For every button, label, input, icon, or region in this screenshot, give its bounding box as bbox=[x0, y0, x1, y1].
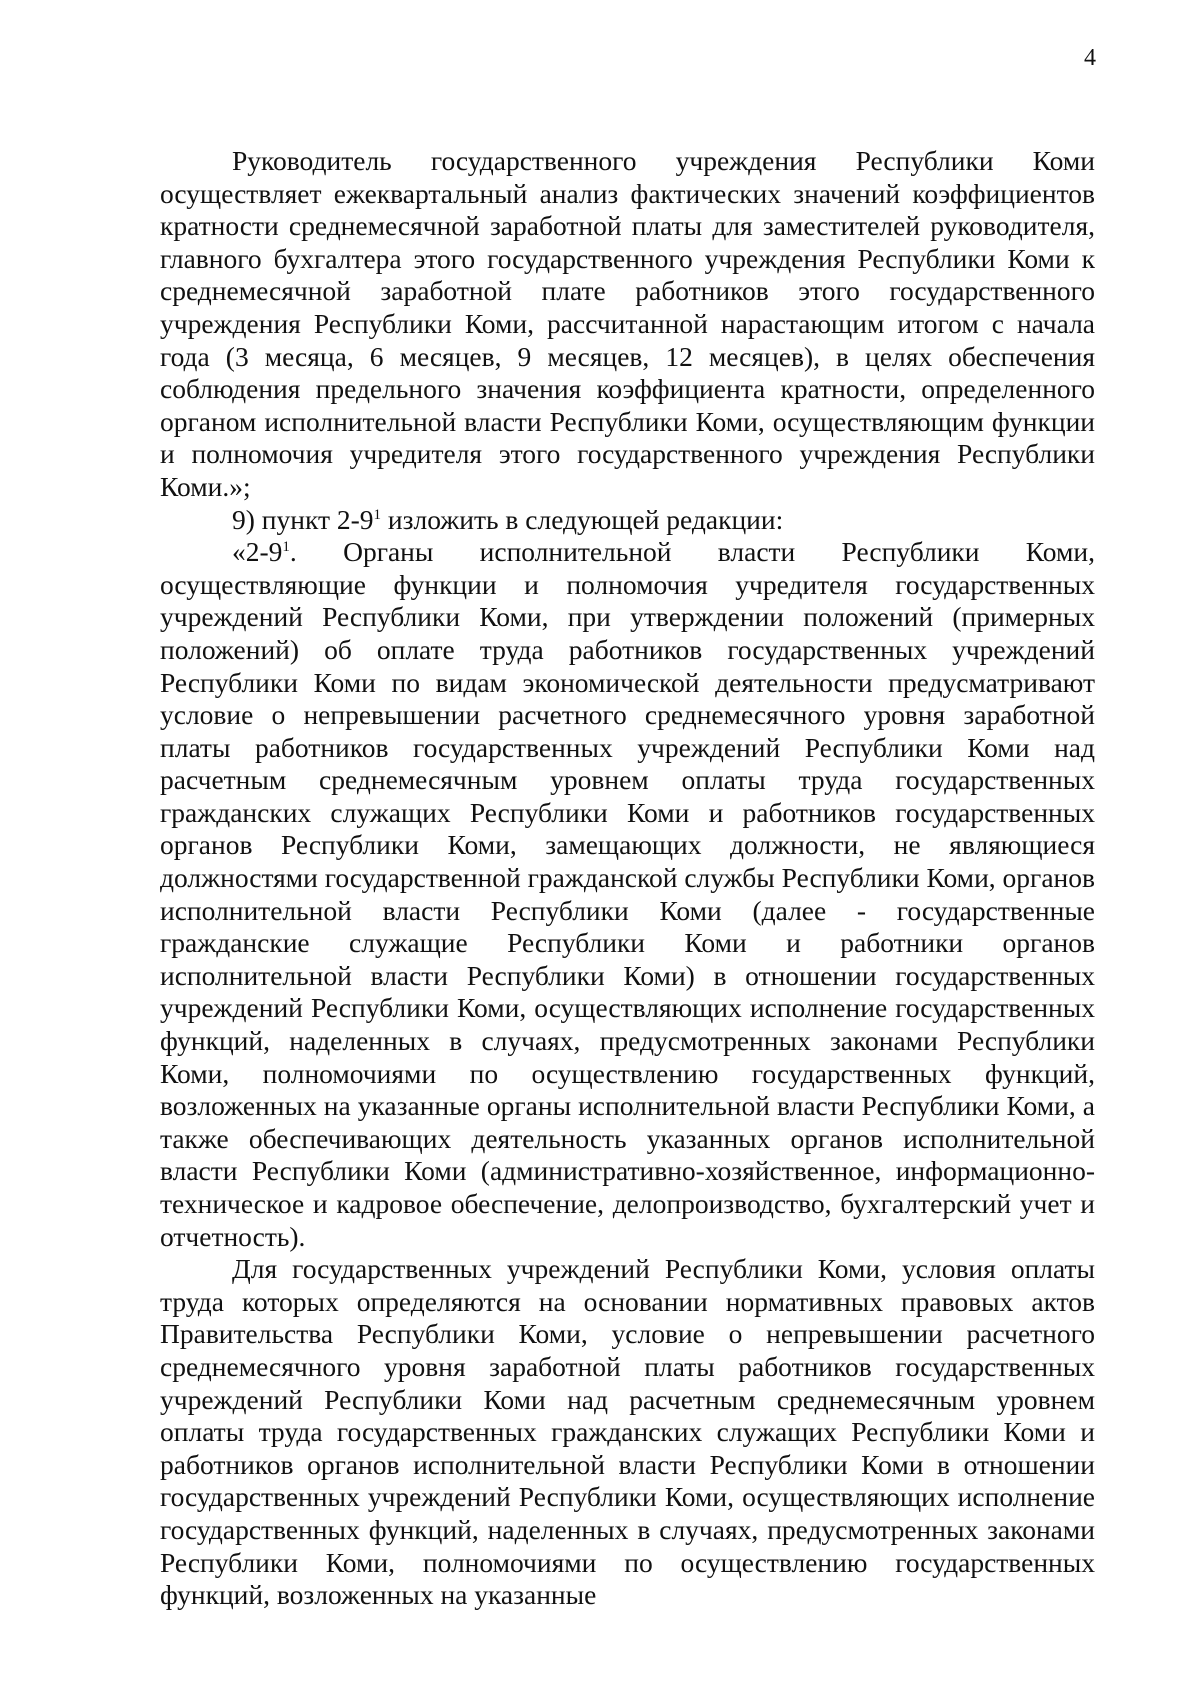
clause-2-9-1-lead: «2-9 bbox=[232, 536, 283, 568]
paragraph-clause-2-9-1 bbox=[160, 536, 1095, 1253]
paragraph-government-acts: Для государственных учреждений Республики Коми, условия оплаты труда которых определяются на основании нормативных правовых актов Правительства Республики Коми, условие о непревышении расчетного среднемесячного уровня заработной платы работников государственных учреждений Республики Коми над расчетным среднемесячным уровнем оплаты труда государственных гражданских служащих Республики Коми и работников органов исполнительной власти Республики Коми в отношении государственных учреждений Республики Коми, осуществляющих исполнение государственных функций, наделенных в случаях, предусмотренных законами Республики Коми, полномочиями по осуществлению государственных функций, возложенных на указанные bbox=[160, 1253, 1095, 1611]
item-9-tail: изложить в следующей редакции: bbox=[381, 503, 784, 535]
item-9-lead: 9) пункт 2-9 bbox=[232, 503, 374, 535]
paragraph-head-analysis: Руководитель государственного учреждения Республики Коми осуществляет ежеквартальный анализ фактических значений коэффициентов кратности среднемесячной заработной платы для заместителей руководителя, главного бухгалтера этого государственного учреждения Республики Коми к среднемесячной заработной плате работников этого государственного учреждения Республики Коми, рассчитанной нарастающим итогом с начала года (3 месяца, 6 месяцев, 9 месяцев, 12 месяцев), в целях обеспечения соблюдения предельного значения коэффициента кратности, определенного органом исполнительной власти Республики Коми, осуществляющим функции и полномочия учредителя этого государственного учреждения Республики Коми.»; bbox=[160, 145, 1095, 502]
clause-2-9-1-text: . Органы исполнительной власти Республики Коми, осуществляющие функции и полномочия учредителя государственных учреждений Республики Коми, при утверждении положений (примерных положений) об оплате труда работников государственных учреждений Республики Коми по видам экономической деятельности предусматривают условие о непревышении расчетного среднемесячного уровня заработной платы работников государственных учреждений Республики Коми над расчетным среднемесячным уровнем оплаты труда государственных гражданских служащих Республики Коми и работников государственных органов Республики Коми, замещающих должности, не являющиеся должностями государственной гражданской службы Республики Коми, органов исполнительной власти Республики Коми (далее - государственные гражданские служащие Республики Коми и работники органов исполнительной власти Республики Коми) в отношении государственных учреждений Республики Коми, осуществляющих исполнение государственных функций, наделенных в случаях, предусмотренных законами Республики Коми, полномочиями по осуществлению государственных функций, возложенных на указанные органы исполнительной власти Республики Коми, а также обеспечивающих деятельность указанных органов исполнительной власти Республики Коми (административно-хозяйственное, информационно-техническое и кадровое обеспечение, делопроизводство, бухгалтерский учет и отчетность). bbox=[160, 536, 1095, 1252]
clause-2-9-1-superscript: 1 bbox=[282, 538, 290, 555]
page-number: 4 bbox=[1084, 45, 1096, 71]
item-9-superscript: 1 bbox=[373, 506, 382, 523]
document-body bbox=[160, 145, 1095, 1612]
paragraph-item-9 bbox=[160, 504, 1095, 537]
